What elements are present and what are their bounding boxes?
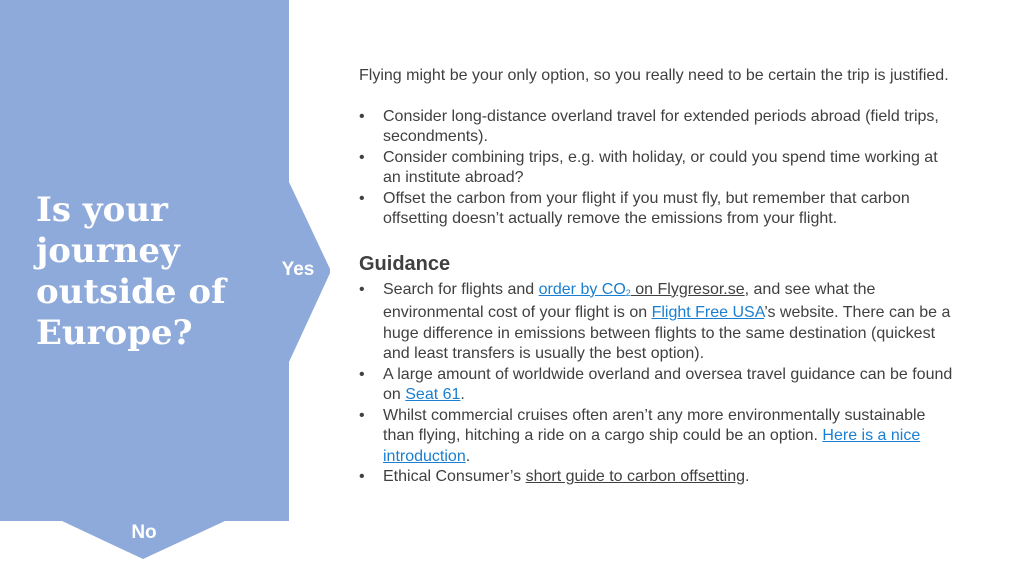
- subscript: 2: [625, 287, 631, 298]
- text: .: [465, 447, 471, 465]
- no-label: No: [131, 522, 157, 543]
- list-item: [359, 365, 959, 406]
- list-item: • Consider long-distance overland travel for extended periods abroad (field trips, secondments).: [359, 107, 959, 148]
- link-text: order by CO: [538, 280, 626, 298]
- list-item: • Offset the carbon from your flight if you must fly, but remember that carbon offsetting doesn’t actually remove the emissions from your flight.: [359, 189, 959, 230]
- question-heading: Is your journey outside of Europe?: [36, 190, 226, 353]
- order-by-co2-link[interactable]: [539, 281, 631, 298]
- text: Search for flights and: [383, 280, 539, 298]
- list-item: [359, 406, 959, 468]
- text: ’s website. There can be a huge difference in emissions between flights to the same destination (quickest and least transfers is usually the best option).: [383, 304, 951, 362]
- content-panel: [359, 66, 959, 488]
- text: .: [744, 468, 750, 485]
- intro-text: Flying might be your only option, so you really need to be certain the trip is justified.: [359, 67, 949, 84]
- text: .: [460, 386, 465, 403]
- seat-61-link[interactable]: Seat 61: [405, 386, 461, 403]
- list-item: [359, 467, 959, 488]
- text: A large amount of worldwide overland and oversea travel guidance can be found on: [383, 365, 953, 403]
- flight-free-usa-link[interactable]: Flight Free USA: [651, 304, 765, 321]
- consider-list: [359, 107, 959, 230]
- text: Ethical Consumer’s: [383, 468, 526, 485]
- guidance-heading: Guidance: [359, 252, 451, 275]
- flygresor-link[interactable]: on Flygresor.se: [630, 280, 745, 298]
- text: , and see what the environmental cost of your flight is on: [383, 280, 876, 321]
- list-item: [359, 280, 959, 365]
- guidance-list: [359, 280, 959, 488]
- list-item: • Consider combining trips, e.g. with holiday, or could you spend time working at an institute abroad?: [359, 148, 959, 189]
- yes-label: Yes: [281, 259, 315, 280]
- cargo-ship-intro-link[interactable]: Here is a nice introduction: [383, 427, 921, 465]
- carbon-offsetting-guide-link[interactable]: short guide to carbon offsetting: [525, 468, 745, 485]
- text: Whilst commercial cruises often aren’t any more environmentally sustainable than flying, hitching a ride on a cargo ship could be an option.: [383, 406, 926, 444]
